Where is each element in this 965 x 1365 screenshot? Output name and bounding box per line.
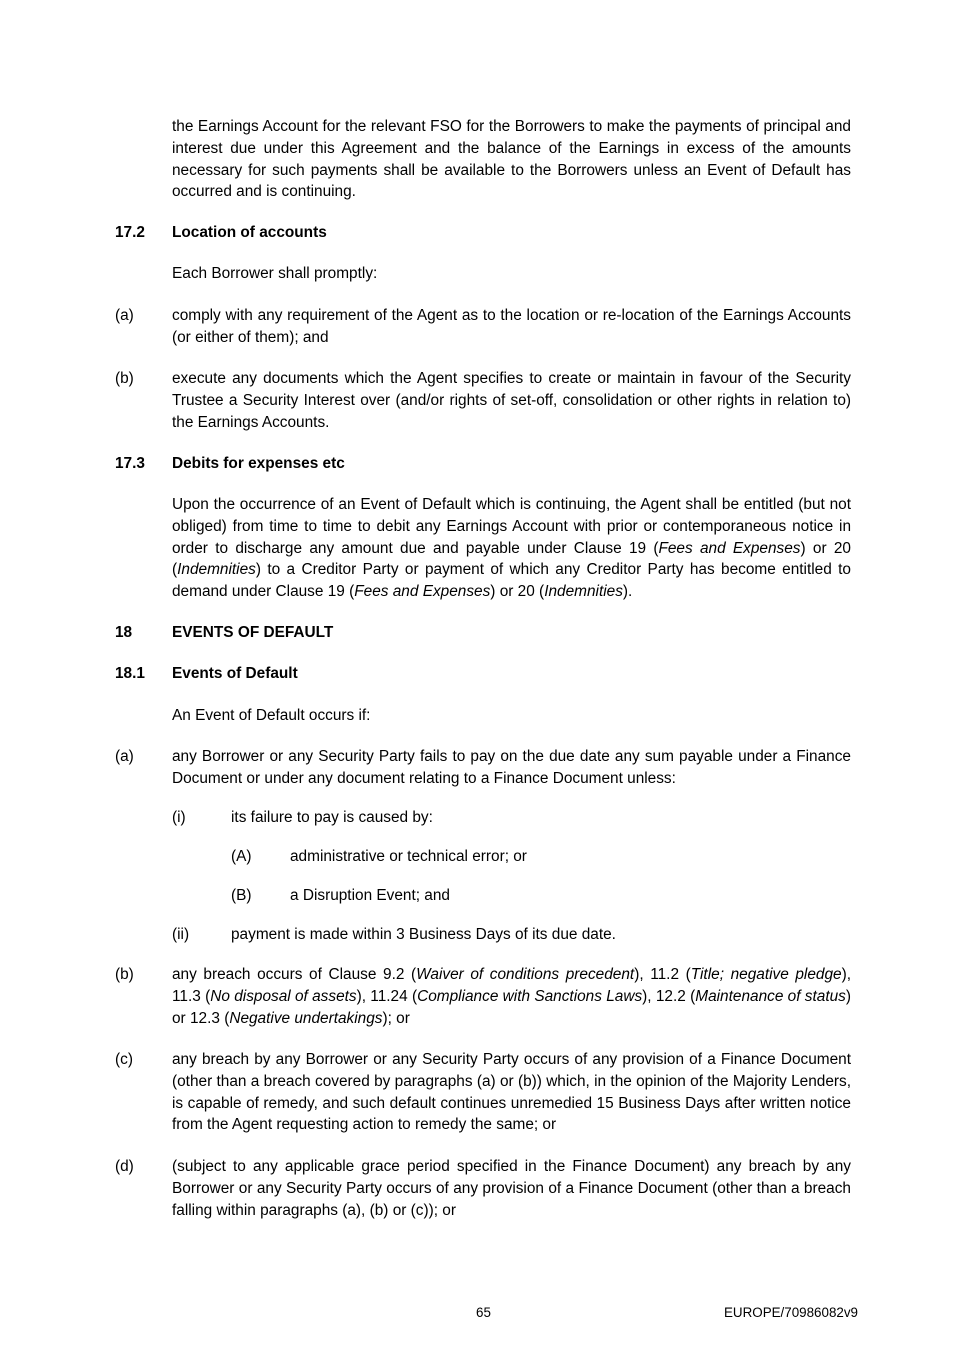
clause-18-1-a-i: its failure to pay is caused by: xyxy=(231,809,433,826)
clause-17-2-a: comply with any requirement of the Agent as to the location or re-location of the Earnings Accounts (or either of them); and xyxy=(172,307,851,346)
subpara-label: (i) xyxy=(172,809,186,826)
clause-18-1-lead: An Event of Default occurs if: xyxy=(172,707,371,724)
para-label: (c) xyxy=(115,1051,133,1068)
para-label: (b) xyxy=(115,370,134,387)
text-run: any breach occurs of Clause 9.2 ( xyxy=(172,966,417,983)
clause-number-17-3: 17.3 xyxy=(115,455,145,472)
continuation-paragraph: the Earnings Account for the relevant FSO for the Borrowers to make the payments of principal and interest due under this Agreement and the balance of the Earnings in excess of the amounts necessary for such payments shall be available to the Borrowers unless an Event of Default has occurred and is continuing. xyxy=(172,118,851,201)
clause-number-18: 18 xyxy=(115,624,133,641)
clause-17-3-paragraph xyxy=(172,494,851,603)
subsubpara-label: (B) xyxy=(231,887,252,904)
text-run: ), 11.3 ( xyxy=(172,966,852,1005)
clause-heading-18-1: Events of Default xyxy=(172,665,298,682)
text-italic: Waiver of conditions precedent xyxy=(416,966,635,983)
text-italic: Maintenance of status xyxy=(695,987,846,1005)
clause-18-1-a-ii: payment is made within 3 Business Days of its due date. xyxy=(231,926,616,943)
clause-number-17-2: 17.2 xyxy=(115,224,145,241)
text-italic: Fees and Expenses xyxy=(658,539,801,557)
document-reference: EUROPE/70986082v9 xyxy=(724,1305,858,1320)
text-run: ), 11.24 ( xyxy=(356,987,418,1005)
clause-17-2-b: execute any documents which the Agent specifies to create or maintain in favour of the Security Trustee a Security Interest over (and/or rights of set-off, consolidation or other rights in relation to) the Earnings Accounts. xyxy=(172,370,851,431)
text-italic: Compliance with Sanctions Laws xyxy=(417,987,643,1005)
text-run: ) or 20 ( xyxy=(490,583,545,601)
text-run: ), 11.2 ( xyxy=(634,966,691,983)
clause-18-1-b xyxy=(172,964,851,1029)
text-run: ); or xyxy=(382,1009,410,1027)
clause-17-2-lead: Each Borrower shall promptly: xyxy=(172,265,378,282)
para-label: (b) xyxy=(115,966,134,983)
subpara-label: (ii) xyxy=(172,926,190,943)
text-italic: Fees and Expenses xyxy=(354,583,491,601)
para-label: (a) xyxy=(115,748,134,765)
para-label: (a) xyxy=(115,307,134,324)
clause-18-1-d: (subject to any applicable grace period specified in the Finance Document) any breach by any Borrower or any Security Party occurs of any provision of a Finance Document (other than a breach falling within paragraphs (a), (b) or (c)); or xyxy=(172,1158,851,1219)
text-run: ) or 20 ( xyxy=(172,539,851,579)
text-italic: No disposal of assets xyxy=(210,987,357,1005)
clause-18-1-c: any breach by any Borrower or any Security Party occurs of any provision of a Finance Document (other than a breach covered by paragraphs (a) or (b)) which, in the opinion of the Majority Lenders, is capable of remedy, and such default continues unremedied 15 Business Days after written notice from the Agent requesting action to remedy the same; or xyxy=(172,1051,851,1134)
text-run: ). xyxy=(622,583,633,601)
clause-heading-18: EVENTS OF DEFAULT xyxy=(172,624,334,641)
clause-18-1-a-i-A: administrative or technical error; or xyxy=(290,848,527,865)
clause-number-18-1: 18.1 xyxy=(115,665,145,682)
text-run: ) to a Creditor Party or payment of which any Creditor Party has become entitled to demand under Clause 19 ( xyxy=(172,561,851,601)
text-italic: Negative undertakings xyxy=(229,1009,383,1027)
clause-heading-17-3: Debits for expenses etc xyxy=(172,455,345,472)
text-italic: Title; negative pledge xyxy=(690,966,842,983)
clause-heading-17-2: Location of accounts xyxy=(172,224,327,241)
text-run: ), 12.2 ( xyxy=(642,987,696,1005)
clause-18-1-a: any Borrower or any Security Party fails to pay on the due date any sum payable under a Finance Document or under any document relating to a Finance Document unless: xyxy=(172,748,851,787)
text-italic: Indemnities xyxy=(177,561,256,579)
text-run: ) or 12.3 ( xyxy=(172,987,852,1027)
subsubpara-label: (A) xyxy=(231,848,252,865)
text-run: Upon the occurrence of an Event of Default which is continuing, the Agent shall be entitled (but not obliged) from time to time to debit any Earnings Account with prior or contemporaneous notice in order to discharge any amount due and payable under Clause 19 ( xyxy=(172,496,851,557)
para-label: (d) xyxy=(115,1158,134,1175)
text-italic: Indemnities xyxy=(544,583,623,601)
page-number: 65 xyxy=(476,1305,491,1320)
clause-18-1-a-i-B: a Disruption Event; and xyxy=(290,887,450,904)
